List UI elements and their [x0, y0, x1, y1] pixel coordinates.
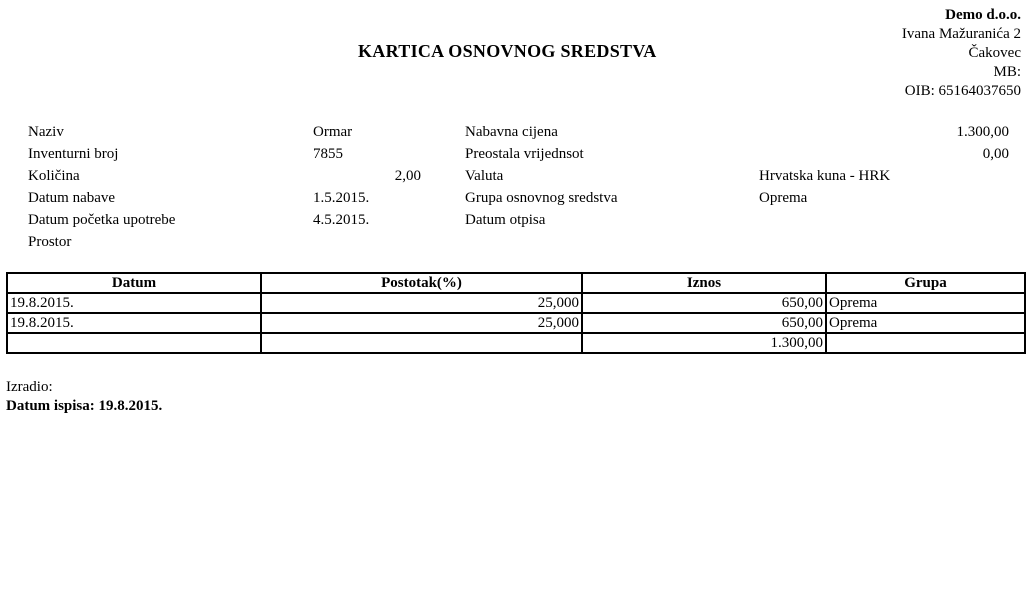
preostala-vrijednost-label: Preostala vrijednsot	[465, 146, 584, 162]
company-name: Demo d.o.o.	[945, 7, 1021, 23]
datum-nabave-label: Datum nabave	[28, 190, 116, 206]
datum-nabave-value: 1.5.2015.	[313, 190, 370, 206]
inventurni-broj-label: Inventurni broj	[28, 146, 119, 162]
cell-datum: 19.8.2015.	[7, 313, 261, 333]
table-row	[7, 313, 1025, 333]
company-block	[902, 6, 1021, 101]
cell-postotak: 25,000	[261, 313, 582, 333]
cell-datum: 19.8.2015.	[7, 293, 261, 313]
header-grupa: Grupa	[826, 273, 1025, 293]
naziv-label: Naziv	[28, 124, 64, 140]
prostor-label: Prostor	[28, 234, 72, 250]
nabavna-cijena-label: Nabavna cijena	[465, 124, 558, 140]
kolicina-value: 2,00	[394, 168, 421, 184]
company-address: Ivana Mažuranića 2	[901, 26, 1021, 42]
datum-otpisa-label: Datum otpisa	[465, 212, 546, 228]
company-mb: MB:	[993, 64, 1021, 80]
preostala-vrijednost-value: 0,00	[982, 146, 1009, 162]
header-iznos: Iznos	[582, 273, 826, 293]
nabavna-cijena-value: 1.300,00	[956, 124, 1009, 140]
inventurni-broj-value: 7855	[313, 146, 343, 162]
company-oib: OIB: 65164037650	[904, 83, 1021, 99]
header-postotak: Postotak(%)	[261, 273, 582, 293]
naziv-value: Ormar	[313, 124, 353, 140]
grupa-label: Grupa osnovnog sredstva	[465, 190, 618, 206]
depreciation-table	[6, 272, 1026, 354]
valuta-value: Hrvatska kuna - HRK	[759, 168, 891, 184]
cell-grupa: Oprema	[826, 313, 1025, 333]
cell-grupa: Oprema	[826, 293, 1025, 313]
page-title: KARTICA OSNOVNOG SREDSTVA	[358, 41, 657, 61]
izradio-label: Izradio:	[6, 379, 53, 395]
cell-total-iznos: 1.300,00	[582, 333, 826, 353]
grupa-value: Oprema	[759, 190, 808, 206]
company-city: Čakovec	[968, 45, 1021, 61]
valuta-label: Valuta	[465, 168, 504, 184]
table-header-row	[7, 273, 1025, 293]
header-datum: Datum	[7, 273, 261, 293]
kolicina-label: Količina	[28, 168, 80, 184]
print-date: Datum ispisa: 19.8.2015.	[6, 398, 163, 414]
footer	[6, 378, 162, 416]
table-row	[7, 293, 1025, 313]
datum-pocetka-value: 4.5.2015.	[313, 212, 370, 228]
cell-empty	[826, 333, 1025, 353]
cell-iznos: 650,00	[582, 293, 826, 313]
cell-iznos: 650,00	[582, 313, 826, 333]
table-total-row	[7, 333, 1025, 353]
cell-empty	[7, 333, 261, 353]
cell-postotak: 25,000	[261, 293, 582, 313]
cell-empty	[261, 333, 582, 353]
datum-pocetka-label: Datum početka upotrebe	[28, 212, 176, 228]
